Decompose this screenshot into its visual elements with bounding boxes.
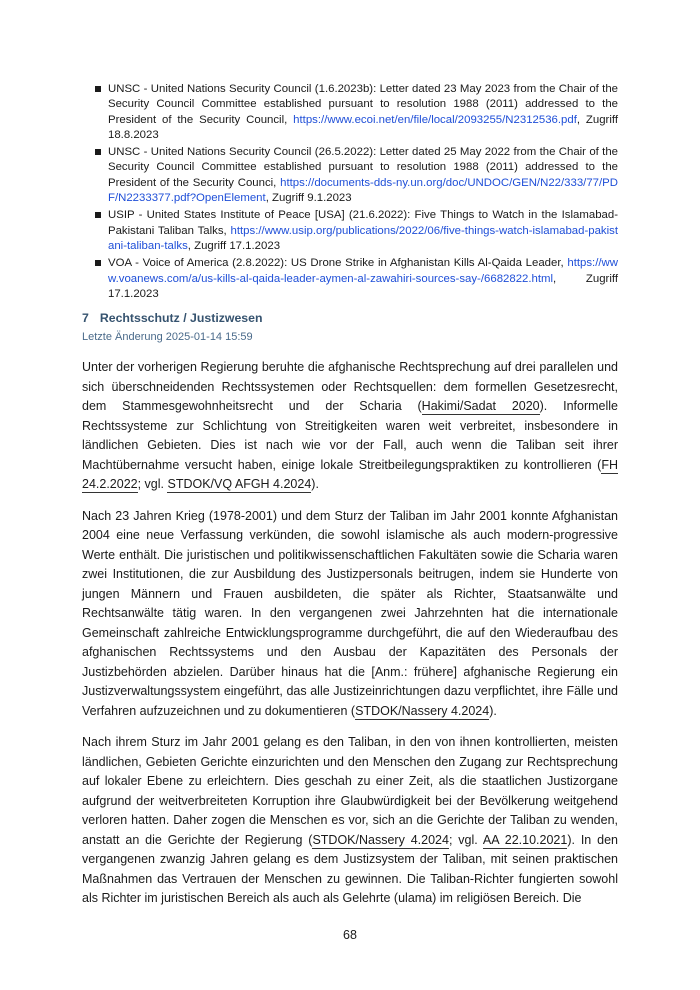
source-access-date: , Zugriff 18.8.2023: [108, 113, 618, 141]
source-text: UNSC - United Nations Security Council (26.5.2022): Letter dated 25 May 2022 from the Chair of the Security Council Committee established pursuant to resolution 1988 (2011) addressed to the President of the Security Counci,: [108, 146, 618, 189]
section-body: [82, 358, 618, 921]
paragraph-text: ).: [311, 477, 319, 491]
paragraph-text: Nach 23 Jahren Krieg (1978-2001) und dem Sturz der Taliban im Jahr 2001 konnte Afghanistan 2004 eine neue Verfassung verkünden, die sowohl islamische als auch modern-progressive Werte enthält. Die juristischen und politikwissenschaftlichen Fakultäten sowie die Scharia waren zwei Institutionen, die zur Ausbildung des Justizpersonals beitrugen, indem sie Hunderte von jungen Männern und Frauen ausbildeten, die später als Richter, Staatsanwälte und Rechtsanwälte tätig waren. In den vergangenen zwei Jahrzehnten hat die internationale Gemeinschaft zahlreiche Entwicklungsprogramme durchgeführt, die auf den Wiederaufbau des afghanischen Rechtssystems und den Ausbau der Kapazitäten des Personals der Justizbehörden abzielen. Darüber hinaus hat die [Anm.: frühere] afghanische Regierung ein Justizverwaltungssystem eingeführt, das alle Justizeinrichtungen dazu verpflichtet, ihre Fälle und Verfahren aufzuzeichnen und zu dokumentieren (: [82, 508, 618, 718]
source-link[interactable]: https://www.usip.org/publications/2022/06/five-things-watch-islamabad-pakistani-taliban-talks: [108, 224, 618, 252]
source-text: USIP - United States Institute of Peace [USA] (21.6.2022): Five Things to Watch in the Islamabad-Pakistani Taliban Talks,: [108, 209, 618, 237]
source-text: VOA - Voice of America (2.8.2022): US Drone Strike in Afghanistan Kills Al-Qaida Leader,: [108, 257, 568, 270]
paragraph-text: ). Informelle Rechtssysteme zur Schlichtung von Streitigkeiten waren weit verbreitet, insbesondere in ländlichen Gebieten. Dies ist nach wie vor der Fall, auch wenn die Taliban seit ihrer Machtübernahme versucht haben, einige lokale Streitbeilegungspraktiken zu kontrollieren (: [82, 399, 618, 472]
citation-link[interactable]: STDOK/Nassery 4.2024: [312, 832, 449, 847]
source-item: [95, 82, 618, 143]
paragraph: [82, 507, 618, 722]
paragraph-text: Nach ihrem Sturz im Jahr 2001 gelang es den Taliban, in den von ihnen kontrollierten, meisten ländlichen, Gebieten Gerichte einzurichten und den Menschen den Zugang zur Rechtsprechung auf lokaler Ebene zu erleichtern. Dies geschah zu einer Zeit, als die staatlichen Justizorgane aufgrund der weitverbreiteten Korruption ihre Glaubwürdigkeit bei der Bevölkerung weitgehend verloren hatten. Daher zogen die Menschen es vor, sich an die Gerichte der Taliban zu wenden, anstatt an die Gerichte der Regierung (: [82, 735, 618, 847]
section-title: Rechtsschutz / Justizwesen: [99, 311, 263, 325]
section-number: 7: [82, 311, 89, 325]
source-item: [95, 145, 618, 206]
citation-link[interactable]: STDOK/Nassery 4.2024: [355, 703, 490, 718]
source-item: [95, 208, 618, 254]
source-access-date: , Zugriff 9.1.2023: [265, 192, 352, 205]
source-link[interactable]: https://www.voanews.com/a/us-kills-al-qaida-leader-aymen-al-zawahiri-sources-say-/6682822.html: [108, 257, 618, 285]
paragraph-text: ).: [489, 703, 497, 718]
square-bullet-icon: [95, 86, 101, 92]
citation-link[interactable]: FH 24.2.2022: [82, 457, 618, 491]
paragraph-text: Unter der vorherigen Regierung beruhte die afghanische Rechtsprechung auf drei parallelen und sich überschneidenden Rechtssystemen oder Rechtsquellen: dem formellen Gesetzesrecht, dem Stammesgewohnheitsrecht und der Scharia (: [82, 360, 618, 413]
paragraph-text: ). In den vergangenen zwanzig Jahren gelang es dem Justizsystem der Taliban, mit seinen praktischen Maßnahmen das Vertrauen der Menschen zu gewinnen. Die Taliban-Richter fungierten sowohl als Richter im juristischen Bereich als auch als Gelehrte (ulama) im religiösen Bereich. Die: [82, 832, 618, 905]
source-list: [95, 82, 618, 304]
citation-link[interactable]: Hakimi/Sadat 2020: [421, 399, 540, 413]
paragraph-text: ; vgl.: [448, 832, 483, 847]
last-change-timestamp: Letzte Änderung 2025-01-14 15:59: [82, 331, 253, 343]
source-access-date: , Zugriff 17.1.2023: [187, 239, 281, 252]
source-access-date: , Zugriff 17.1.2023: [108, 272, 618, 300]
square-bullet-icon: [95, 149, 101, 155]
page-number: 68: [343, 928, 357, 942]
citation-link[interactable]: AA 22.10.2021: [482, 832, 568, 847]
paragraph: [82, 733, 618, 909]
source-text: UNSC - United Nations Security Council (1.6.2023b): Letter dated 23 May 2023 from the Chair of the Security Council Committee established pursuant to resolution 1988 (2011) addressed to the President of the Security Council,: [108, 83, 618, 126]
square-bullet-icon: [95, 260, 101, 266]
source-link[interactable]: https://www.ecoi.net/en/file/local/2093255/N2312536.pdf: [293, 113, 577, 126]
citation-link[interactable]: STDOK/VQ AFGH 4.2024: [167, 477, 312, 491]
source-link[interactable]: https://documents-dds-ny.un.org/doc/UNDOC/GEN/N22/333/77/PDF/N2233377.pdf?OpenElement: [108, 176, 618, 205]
square-bullet-icon: [95, 212, 101, 218]
paragraph: [82, 358, 618, 495]
paragraph-text: ; vgl.: [137, 477, 168, 491]
source-item: [95, 256, 618, 302]
section-heading: [82, 311, 262, 325]
